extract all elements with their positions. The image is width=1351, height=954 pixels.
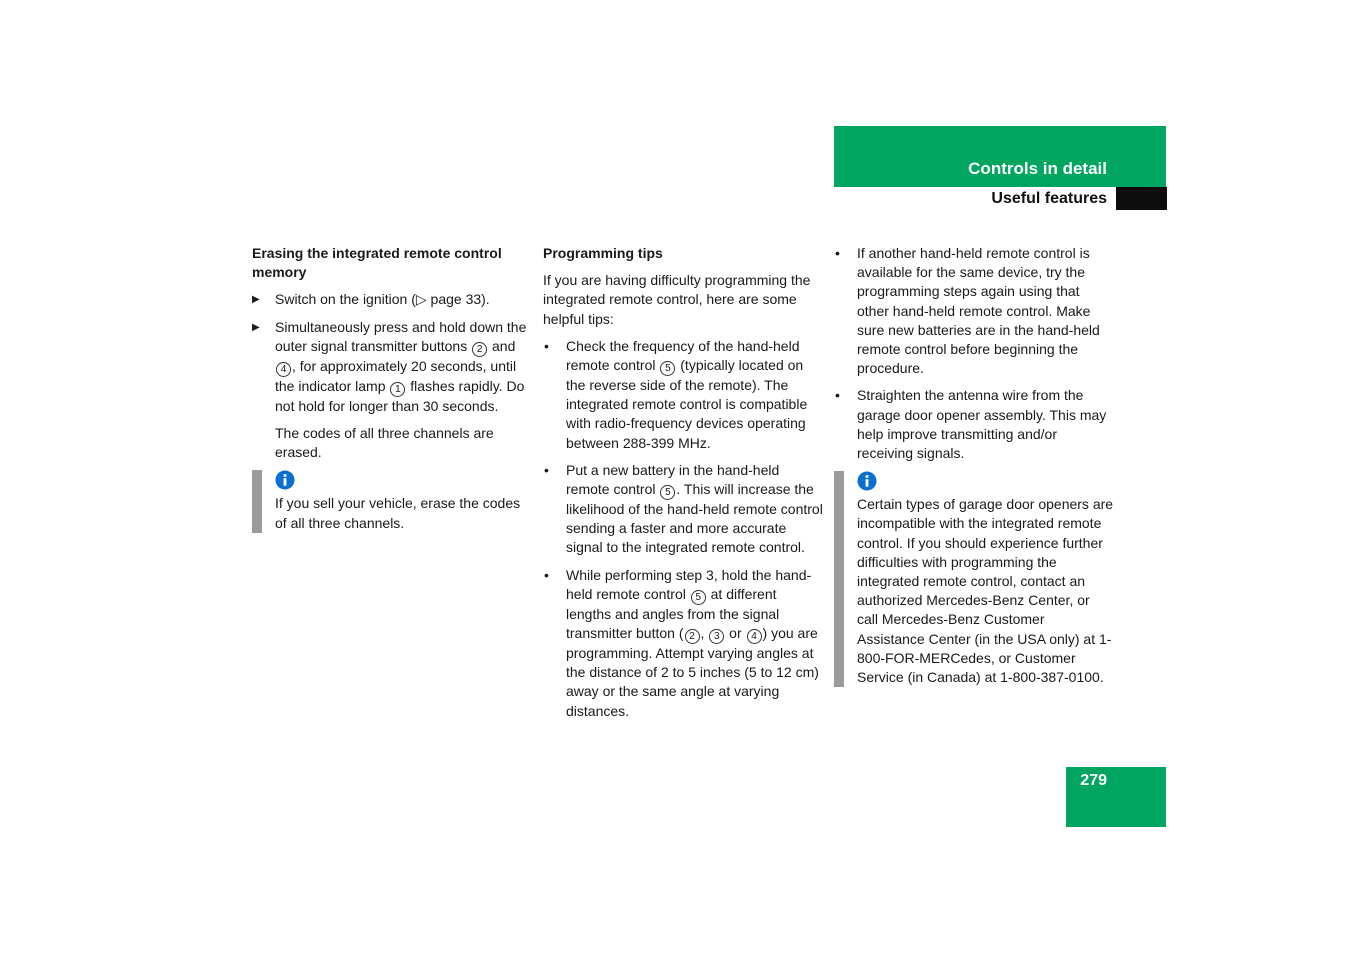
bullet-icon: •	[544, 337, 549, 354]
list-item-text: Put a new battery in the hand-held remote control 5 . This will increase the likelihood of the hand-held remote control sending a faster and more accurate signal to the integrated remote control.	[566, 461, 823, 556]
info-text: Certain types of garage door openers are incompatible with the integrated remote control. If you should experience further difficulties with programming the integrated remote control, contact an authorized Mercedes-Benz Center, or call Mercedes-Benz Customer Assistance Center (in the USA only) at 1-800-FOR-MERCedes, or Customer Service (in Canada) at 1-800-387-0100.	[857, 496, 1114, 686]
info-icon	[275, 470, 295, 490]
step-text: Simultaneously press and hold down the outer signal transmitter buttons 2 and 4 , for approximately 20 seconds, until the indicator lamp 1 flashes rapidly. Do not hold for longer than 30 seconds.	[275, 318, 527, 414]
callout-number: 1	[390, 382, 405, 397]
callout-number: 5	[660, 485, 675, 500]
bullet-icon: •	[835, 387, 840, 404]
column-2	[543, 244, 823, 729]
list-item	[543, 337, 823, 453]
info-note	[252, 470, 532, 532]
callout-number: 5	[691, 590, 706, 605]
list-item-text: While performing step 3, hold the hand-held remote control 5 at different lengths and angles from the signal transmitter button ( 2 , 3 or 4 ) you are programming. Attempt varying angles at the distance of 2 to 5 inches (5 to 12 cm) away or the same angle at varying distances.	[566, 566, 819, 719]
list-item	[834, 386, 1114, 463]
list-item	[834, 244, 1114, 378]
info-bar	[834, 471, 844, 687]
step-switch-ignition	[252, 290, 532, 309]
column-3	[834, 244, 1114, 687]
list-item	[543, 566, 823, 721]
subsection-title: Useful features	[991, 190, 1107, 207]
callout-number: 4	[747, 629, 762, 644]
bullet-icon: •	[544, 461, 549, 478]
callout-number: 2	[685, 629, 700, 644]
callout-number: 2	[472, 342, 487, 357]
erase-memory-heading: Erasing the integrated remote control memory	[252, 245, 502, 281]
info-icon	[857, 471, 877, 491]
bullet-icon: •	[544, 566, 549, 583]
info-bar	[252, 470, 262, 532]
header-tab-marker	[1116, 187, 1167, 210]
programming-tips-heading: Programming tips	[543, 245, 663, 261]
tips-intro: If you are having difficulty programming the integrated remote control, here are some helpful tips:	[543, 272, 811, 327]
page-number: 279	[1080, 772, 1107, 789]
step-press-buttons	[252, 318, 532, 416]
list-item	[543, 461, 823, 558]
list-item-text: Straighten the antenna wire from the garage door opener assembly. This may help improve transmitting and/or receiving signals.	[857, 387, 1107, 462]
step-result-note: The codes of all three channels are erased.	[275, 425, 494, 461]
list-item-text: If another hand-held remote control is available for the same device, try the programming steps again using that other hand-held remote control. Make sure new batteries are in the hand-held remote control before beginning the procedure.	[857, 245, 1100, 377]
step-arrow-icon: ▶	[252, 294, 260, 306]
bullet-icon: •	[835, 245, 840, 261]
callout-number: 5	[660, 361, 675, 376]
step-arrow-icon: ▶	[252, 321, 260, 333]
callout-number: 4	[276, 362, 291, 377]
step-text: Switch on the ignition (▷ page 33).	[275, 291, 490, 308]
list-item-text: Check the frequency of the hand-held remote control 5 (typically located on the reverse side of the remote). The integrated remote control is compatible with radio-frequency devices operating between 288-399 MHz.	[566, 337, 808, 451]
info-note	[834, 471, 1114, 687]
page-ref-arrow-icon: ▷	[415, 291, 427, 308]
column-1	[252, 244, 532, 533]
info-text: If you sell your vehicle, erase the codes of all three channels.	[275, 495, 521, 531]
callout-number: 3	[709, 629, 724, 644]
section-title: Controls in detail	[968, 159, 1107, 178]
